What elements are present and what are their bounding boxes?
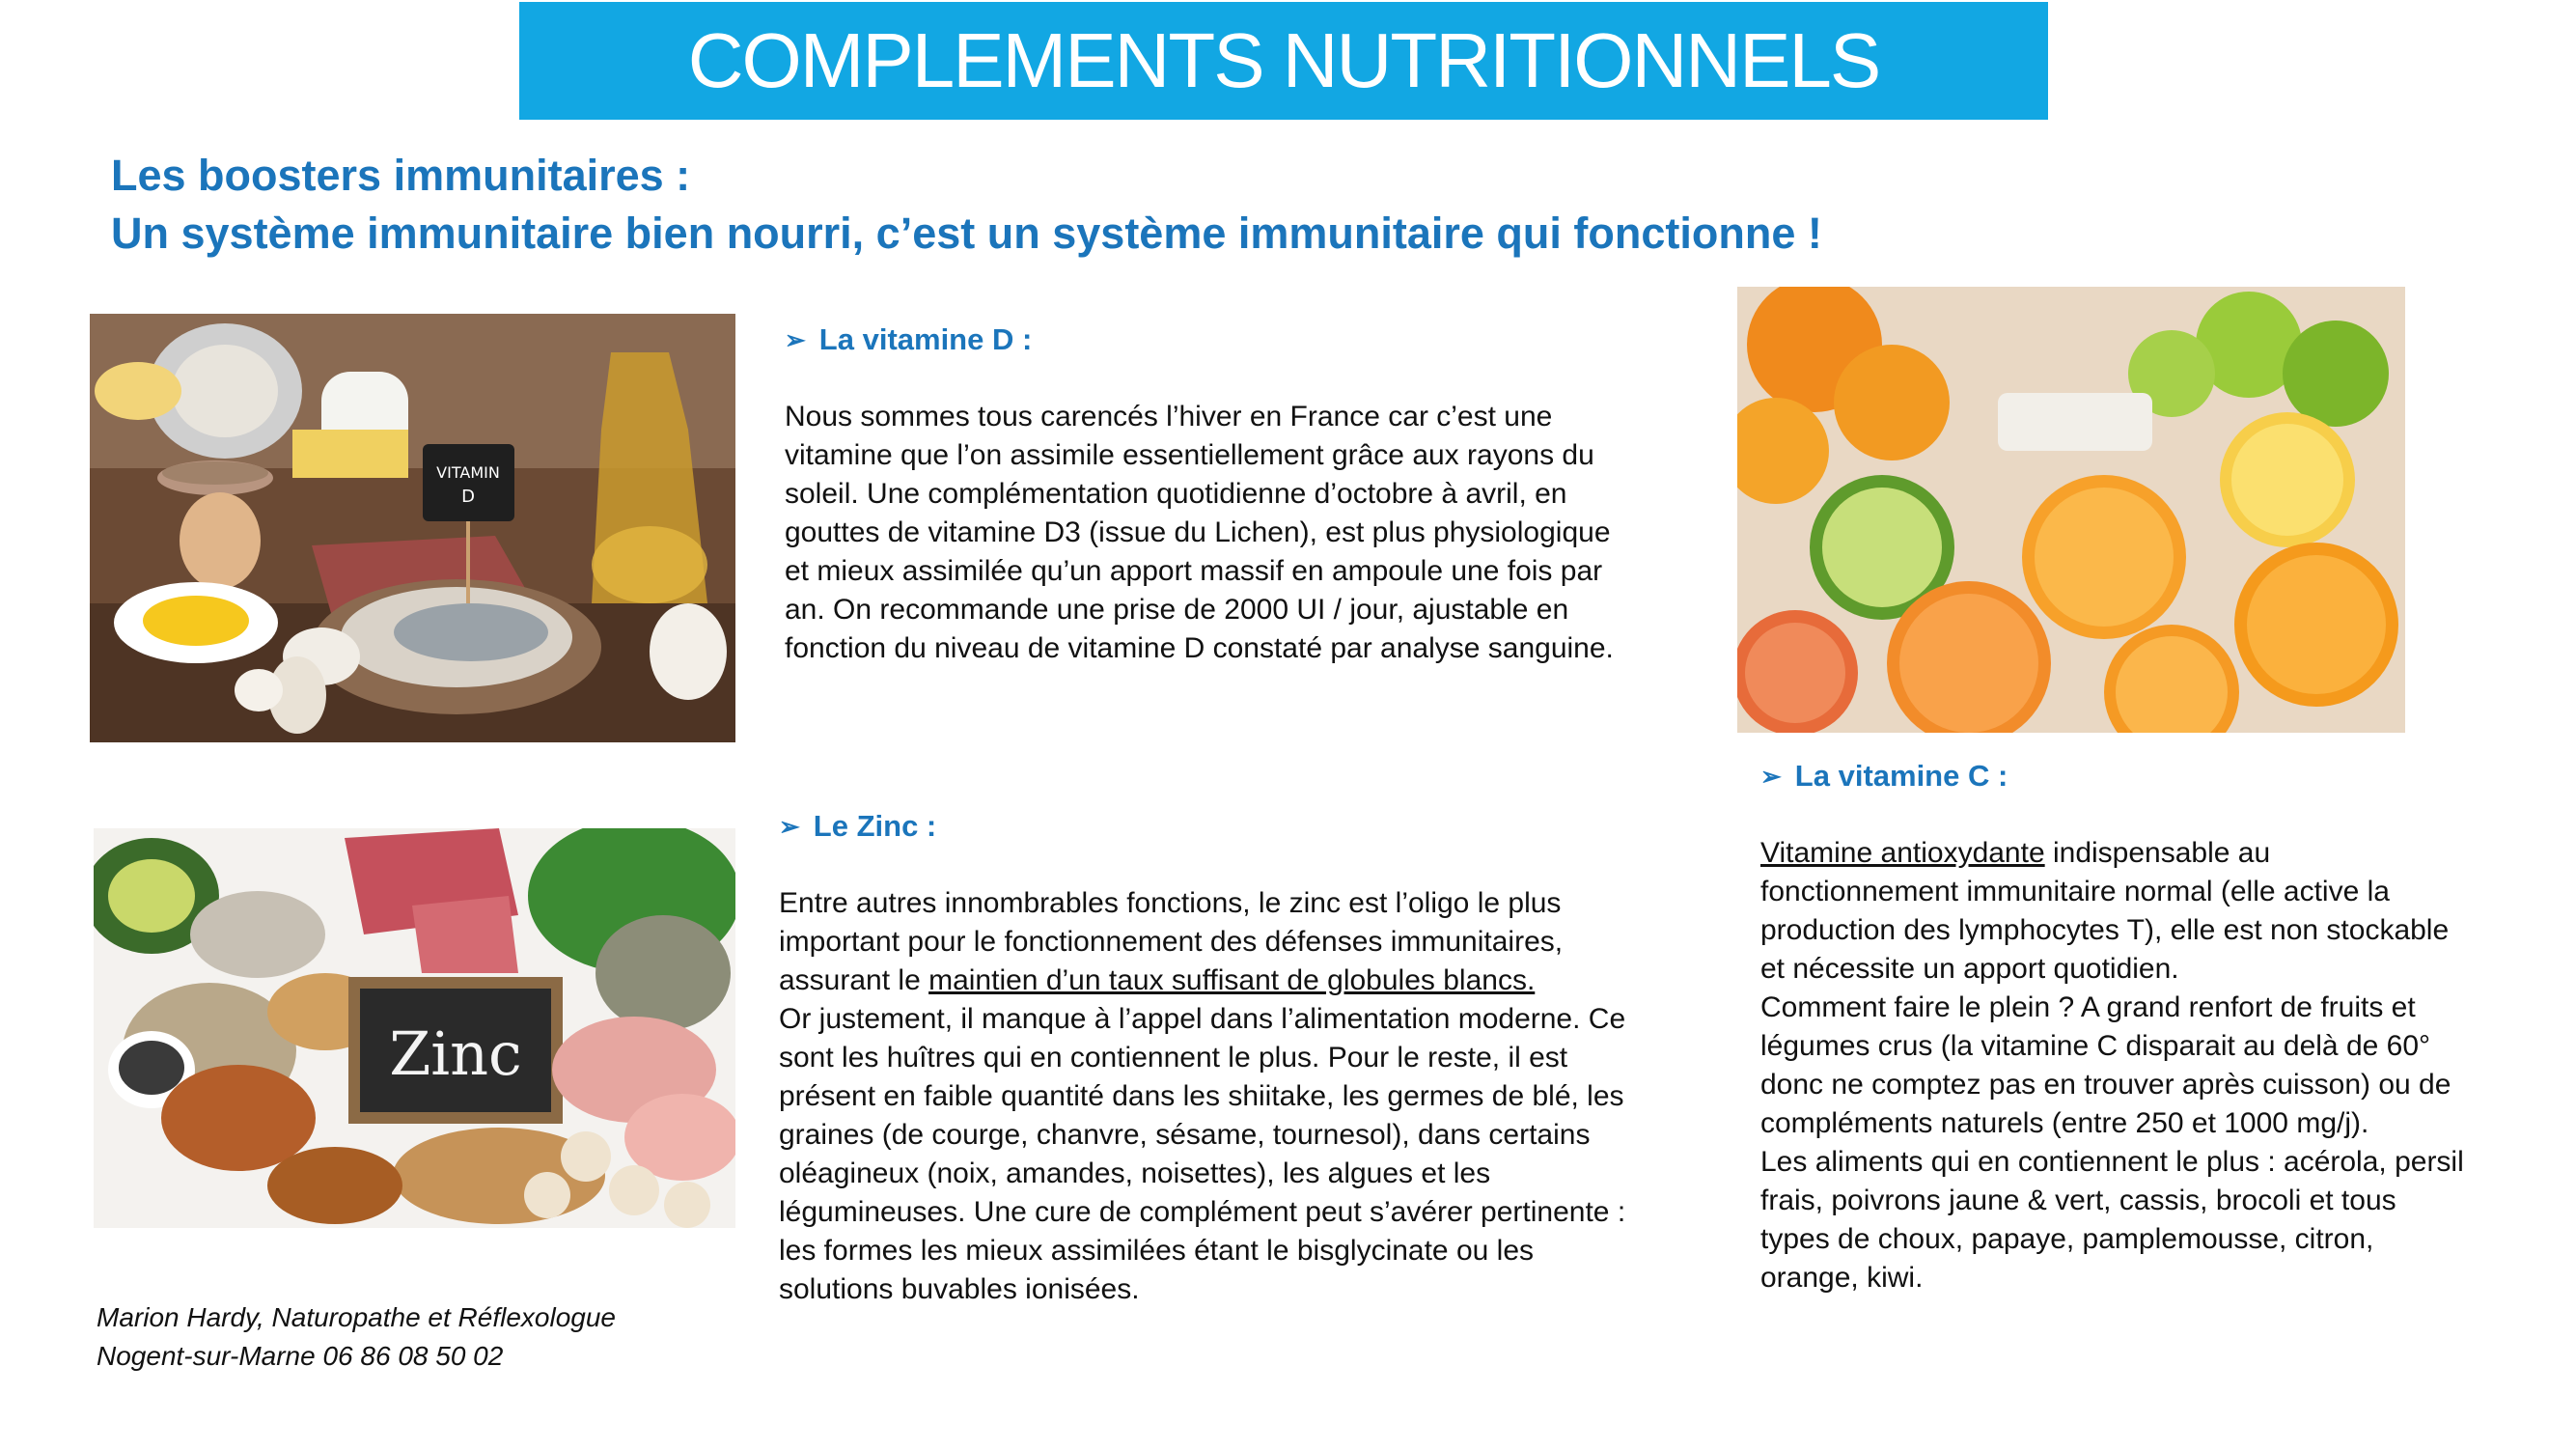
- vitamin-c-body-end: Les aliments qui en contiennent le plus : acérola, persil frais, poivrons jaune & vert, cassis, brocoli et tous types de choux, papaye, pamplemousse, citron, orange, kiwi.: [1760, 1146, 2464, 1294]
- svg-text:VITAMIN: VITAMIN: [436, 463, 500, 482]
- author-contact: Nogent-sur-Marne 06 86 08 50 02: [97, 1341, 504, 1371]
- author-name: Marion Hardy, Naturopathe et Réflexologue: [97, 1302, 617, 1332]
- zinc-heading-text: Le Zinc :: [813, 809, 937, 843]
- page-title: COMPLEMENTS NUTRITIONNELS: [687, 17, 1880, 103]
- vitamin-d-section: [785, 321, 1634, 668]
- intro-line-1: Les boosters immunitaires :: [111, 151, 691, 200]
- intro-line-2: Un système immunitaire bien nourri, c’est un système immunitaire qui fonctionne !: [111, 209, 1822, 258]
- vitamin-d-heading: [785, 321, 1634, 359]
- vitamin-d-foods-photo: [90, 314, 735, 742]
- zinc-body-intro: [779, 884, 1652, 1000]
- vitamin-d-heading-text: La vitamine D :: [818, 322, 1033, 356]
- zinc-foods-photo: [94, 828, 735, 1228]
- page-banner: [519, 2, 2048, 120]
- vitamin-c-body-mid: Comment faire le plein ? A grand renfort de fruits et légumes crus (la vitamine C disparait au delà de 60° donc ne comptez pas en trouver après cuisson) ou de compléments naturels (entre 250 et 1000 mg/j).: [1760, 991, 2451, 1139]
- intro-heading: [111, 147, 2331, 263]
- zinc-heading: [779, 807, 1652, 846]
- vitamin-c-heading: [1760, 757, 2470, 795]
- vitamin-c-body-start: indispensable au fonctionnement immunitaire normal (elle active la production des lymphocytes T), elle est non stockable et nécessite un apport quotidien.: [1760, 837, 2450, 985]
- arrow-bullet-icon: ➢: [1760, 762, 1782, 791]
- arrow-bullet-icon: ➢: [785, 325, 806, 354]
- citrus-fruits-photo: [1737, 287, 2405, 733]
- zinc-body-underlined: maintien d’un taux suffisant de globules blancs.: [928, 964, 1536, 996]
- svg-text:D: D: [461, 487, 475, 507]
- vitamin-d-body: Nous sommes tous carencés l’hiver en France car c’est une vitamine que l’on assimile essentiellement grâce aux rayons du soleil. Une complémentation quotidienne d’octobre à avril, en gouttes de vitamine D3 (issue du Lichen), est plus physiologique et mieux assimilée qu’un apport massif en ampoule une fois par an. On recommande une prise de 2000 UI / jour, ajustable en fonction du niveau de vitamine D constaté par analyse sanguine.: [785, 401, 1614, 664]
- zinc-body-start: Entre autres innombrables fonctions, le zinc est l’oligo le plus important pour le fonctionnement des défenses immunitaires, assurant le: [779, 887, 1564, 996]
- vitamin-c-heading-text: La vitamine C :: [1794, 759, 2008, 793]
- svg-text:Zinc: Zinc: [389, 1018, 522, 1089]
- zinc-body-rest: Or justement, il manque à l’appel dans l’alimentation moderne. Ce sont les huîtres qui en contiennent le plus. Pour le reste, il est présent en faible quantité dans les shiitake, les germes de blé, les graines (de courge, chanvre, sésame, tournesol), dans certains oléagineux (noix, amandes, noisettes), les algues et les légumineuses. Une cure de complément peut s’avérer pertinente : les formes les mieux assimilées étant le bisglycinate ou les solutions buvables ionisées.: [779, 1003, 1626, 1305]
- arrow-bullet-icon: ➢: [779, 812, 800, 841]
- vitamin-c-body-intro: [1760, 834, 2470, 989]
- vitamin-c-body-underlined: Vitamine antioxydante: [1760, 837, 2045, 869]
- author-credit: [97, 1298, 616, 1376]
- zinc-section: [779, 807, 1652, 1309]
- vitamin-c-section: [1760, 757, 2470, 1297]
